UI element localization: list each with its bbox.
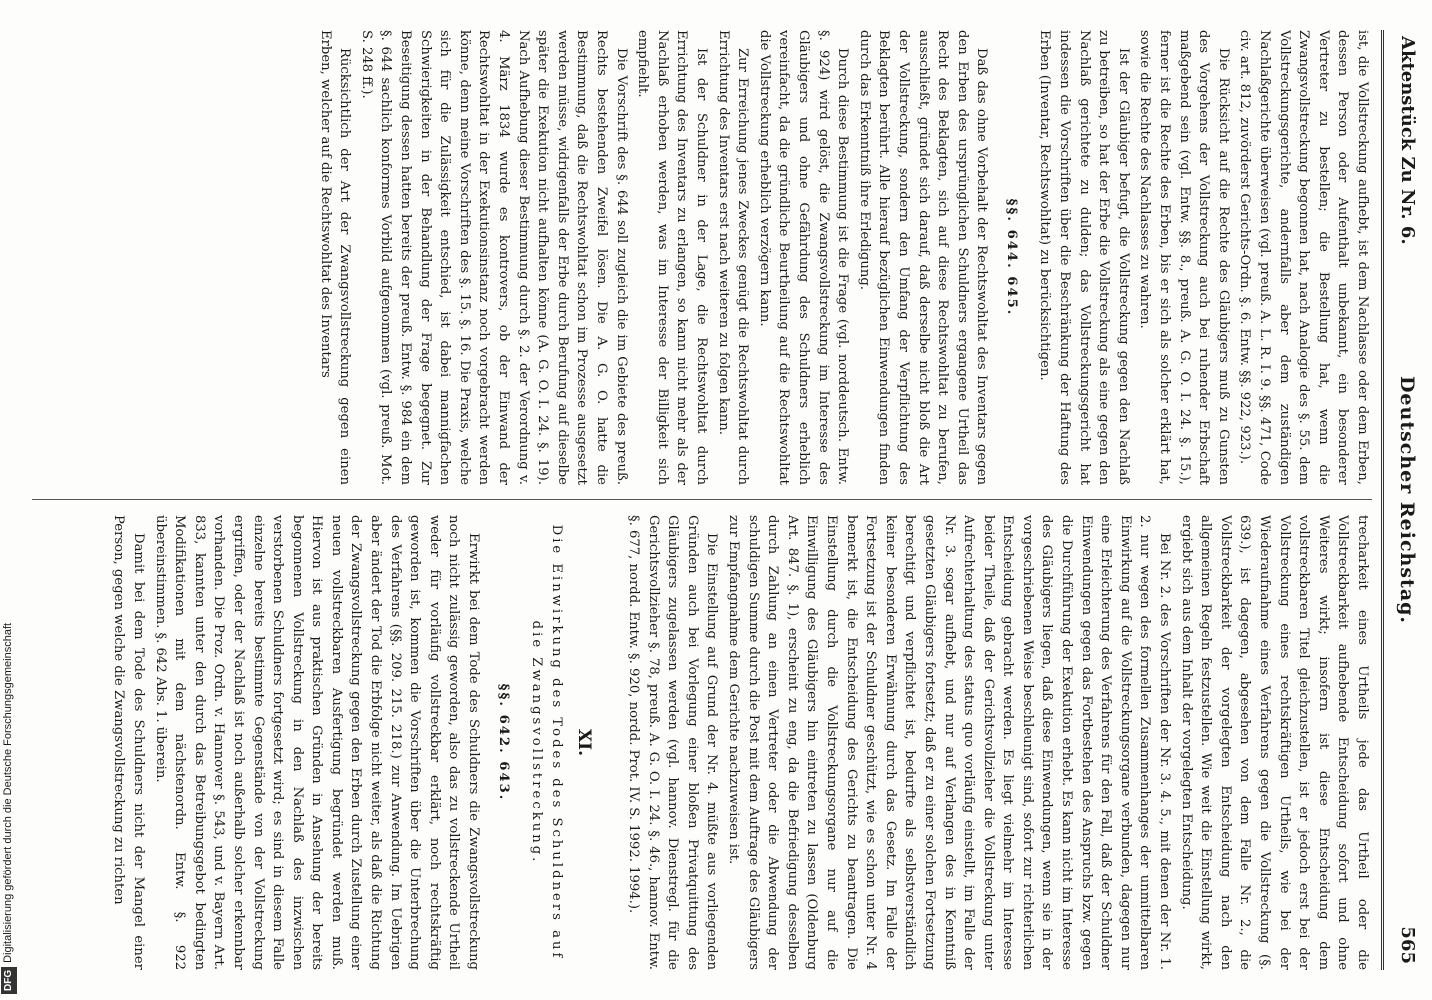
- chapter-title: Die Einwirkung des Todes des Schuldners auf die Zwangsvollstreckung.: [529, 524, 564, 961]
- page-number: 565: [1397, 926, 1418, 964]
- page-header: [1381, 30, 1424, 970]
- section-heading: §§. 642. 643.: [495, 683, 511, 802]
- paragraph: trecharkeit eines Urtheils jede das Urtheil oder die Vollstreckbarkeit aufhebende Entscheidung sofort und ohne Weiteres wirkt; insofern ist diese Entscheidung dem vollstreckbaren Titel gleichzustellen, ist er jedoch erst bei der Vollstreckung eines rechtskräftigen Urtheils, wie bei der Wiederaufnahme eines Verfahrens gegen die Vollstreckung (§. 639.), ist dagegen, abgesehen von dem Falle Nr. 2., die Vollstreckbarkeit der vorgelegten Entscheidung nach den allgemeinen Regeln festzustellen. Wie weit die Einstellung wirkt, ergiebt sich aus dem Inhalt der vorgelegten Entscheidung.: [1178, 515, 1370, 970]
- digitization-note: [0, 0, 18, 1000]
- paragraph: Damit bei dem Tode des Schuldners nicht der Mangel einer Person, gegen welche die Zwangsvollstreckung zu richten: [111, 515, 146, 970]
- column-divider: [32, 499, 1372, 500]
- paragraph: Rücksichtlich der Art der Zwangsvollstreckung gegen einen Erben, welcher auf die Rechtswohltat des Inventars: [317, 30, 353, 485]
- digitization-credit: Digitalisierung gefördert durch die Deutsche Forschungsgemeinschaft: [2, 622, 14, 963]
- paragraph: Die Vorschrift des §. 644 soll zugleich die im Gebiete des preuß. Rechts bestehenden Zweifel lösen. Die A. G. O. hatte die Bestimmung, daß die Rechtswohltat schon im Prozesse ausgesetzt werden müsse, widrigenfalls der Erbe durch Berufung auf dieselbe später die Exekution nicht aufhalten könne (A. G. O. I. 24. §. 19). Nach Aufhebung dieser Bestimmung durch §. 2. der Verordnung v. 4. März 1834 wurde es kontrovers, ob der Einwand der Rechtswohltat in der Exekutionsinstanz noch vorgebracht werden könne, denn meine Vorschriften des §. 15. §. 16. Die Praxis, welche sich für die Zulässigkeit entschied, ist dabei mannigfachen Schwierigkeiten in der Behandlung der Frage begegnet. Zur Beseitigung dessen hatten bereits der preuß. Entw. §. 984 ein dem §. 644 sachlich konformes Vorbild aufgenommen (vgl. preuß. Mot. S. 248 ff.).: [358, 30, 629, 485]
- paragraph: Ist der Gläubiger befugt, die Vollstreckung gegen den Nachlaß zu betreiben, so hat der Erbe die Vollstreckung als eine gegen den Nachlaß gerichtete zu dulden; das Vollstreckungsgericht hat indessen die Vorschriften über die Beschränkung der Haftung des Erben (Inventar, Rechtswohltat) zu berücksichtigen.: [1037, 30, 1131, 485]
- paragraph: Ist der Schuldner in der Lage, die Rechtswohltat durch Errichtung des Inventars zu erlangen, so kann nicht mehr als der Nachlaß erhoben werden, was im Interesse der Billigkeit sich empfiehlt.: [635, 30, 709, 485]
- paragraph: Bei Nr. 2. des Vorschriften der Nr. 3. 4. 5., mit denen der Nr. 1. 2. nur wegen des formellen Zusammenhanges der unmittelbaren Einwirkung auf die Vollstreckungsorgane verbunden, dagegen nur eine Erleichterung des Verfahrens für den Fall, daß der Schuldner Einwendungen gegen das Fortbestehen des Anspruchs bzw. gegen die Durchführung der Exekution erhebt. Es kann nicht im Interesse des Gläubigers liegen, daß diese Einwendungen, wenn sie in der vorgeschriebenen Weise beschleunigt sind, sofort zur richterlichen Entscheidung gebracht werden. Es liegt vielmehr im Interesse beider Theile, daß der Gerichtsvollzieher die Vollstreckung unter Aufrechterhaltung des status quo vorläufig einstellt, im Falle der Nr. 3. sogar aufhebt, und nur auf Verlangen des in Kenntniß gesetzten Gläubigers fortsetzt; daß er zu einer solchen Fortsetzung berechtigt und verpflichtet ist, bedurfte als selbstverständlich keiner besonderen Erwähnung durch das Gesetz. Im Falle der Fortsetzung ist der Schuldner geschützt, wie es schon unter Nr. 4 bemerkt ist, die Entscheidung des Gerichts zu beantragen. Die Einstellung durch die Vollstreckungsorgane nur auf die Einwilligung des Gläubigers hin eintreten zu lassen (Oldenburg Art. 847. §. 1), erscheint zu eng, da die Befriedigung desselben durch Zahlung an einen Vertreter oder die Abwendung der schuldigen Summe durch die Post mit dem Auftrage des Gläubigers zur Empfangnahme dem Gerichte nachzuweisen ist.: [726, 515, 1173, 970]
- paragraph: Durch diese Bestimmung ist die Frage (vgl. norddeutsch. Entw. §. 924) wird gelöst, die Zwangsvollstreckung im Interesse des Gläubigers und ohne Gefährdung des Schuldners erheblich vereinfacht, da die gründliche Beurtheilung auf die Rechtswohltat die Vollstreckung erheblich verzögern kann.: [756, 30, 851, 485]
- dfg-logo: DFG: [1, 967, 17, 994]
- chapter-number: XI.: [574, 728, 595, 757]
- document-reference: Aktenstück Zu Nr. 6.: [1397, 36, 1418, 245]
- right-column: [32, 515, 1372, 970]
- page-title: Deutscher Reichstag.: [1396, 375, 1418, 625]
- paragraph: Die Einstellung auf Grund der Nr. 4. müßte aus vorliegenden Gründen auch bei Vorlegung einer bloßen Privatquittung des Gläubigers zugelassen werden (vgl. hannov. Dienstregl. für die Gerichtsvollzieher §. 78, preuß. A. G. O. I. 24. §. 46., hannov. Entw. §. 677, nordd. Entw. §. 920, nordd. Prot. IV. S. 1992. 1994.).: [626, 515, 720, 970]
- paragraph: Die Rücksicht auf die Rechte des Gläubigers muß zu Gunsten des Vorgehens der Vollstreckung auch bei ruhender Erbschaft maßgebend sein (vgl. Entw. §§. 8., preuß. A. G. O. I. 24. §. 15.), ferner ist die Rechte des Erben, bis er sich als solcher erklärt hat, sowie die Rechte des Nachlasses zu wahren.: [1137, 30, 1231, 485]
- left-column: [32, 30, 1372, 485]
- section-heading: §§. 644. 645.: [1003, 198, 1019, 317]
- paragraph: ist, die Vollstreckung aufhebt, ist dem Nachlasse oder dem Erben, dessen Person oder Aufenthalt unbekannt, ein besonderer Vertreter zu bestellen; die Bestellung hat, wenn die Zwangsvollstreckung begonnen hat, nach Analogie des §. 55. dem Vollstreckungsgerichte, andernfalls aber dem zuständigen Nachlaßgerichte überweisen (vgl. preuß. A. L. R. I. 9. §§. 471, Code civ. art. 812, zuvörderst Gerichts-Ordn. §. 6. Entw. §§. 922, 923.).: [1237, 30, 1370, 485]
- paragraph: Zur Erreichung jenes Zweckes genügt die Rechtswohltat durch Errichtung des Inventars erst nach weiteren zu folgen kann.: [715, 30, 751, 485]
- paragraph: Erwirkt bei dem Tode des Schuldners die Zwangsvollstreckung noch nicht zulässig geworden, also das zu vollstreckende Urtheil weder für vorläufig vollstreckbar erklärt, noch rechtskräftig geworden ist, kommen die Vorschriften über die Unterbrechung des Verfahrens (§§. 209. 215. 218.) zur Anwendung. Im Uebrigen aber ändert der Tod die Erbfolge nicht weiter, als daß die Richtung der Zwangsvollstreckung gegen den Erben durch Zustellung einer neuen vollstreckbaren Ausfertigung begründet werden muß. Hiervon ist aus praktischen Gründen in Ansehung der bereits begonnenen Vollstreckung in den Nachlaß des inzwischen verstorbenen Schuldners fortgesetzt wird; es sind in diesem Falle einzelne bereits bestimmte Gegenstände von der Vollstreckung ergriffen, oder der Nachlaß ist noch außerhalb solcher erkennbar vorhanden. Die Proz. Ordn. v. Hannover §. 543, und v. Bayern Art. 833, kannten unter den durch das Betreibungsgebot bedingten Modifikationen mit dem nächstenordn. Entw. §. 922 übereinstimmen. §. 642 Abs. 1. überein.: [152, 515, 482, 970]
- paragraph: Daß das ohne Vorbehalt der Rechtswohltat des Inventars gegen den Erben des ursprünglichen Schuldners ergangene Urtheil das Recht des Beklagten, sich auf diese Rechtswohltat zu berufen, ausschließt, gründet sich darauf, daß derselbe nicht bloß die Art der Vollstreckung, sondern den Umfang der Verpflichtung des Beklagten berührt. Alle hierauf bezüglichen Einwendungen finden durch das Erkenntniß ihre Erledigung.: [856, 30, 990, 485]
